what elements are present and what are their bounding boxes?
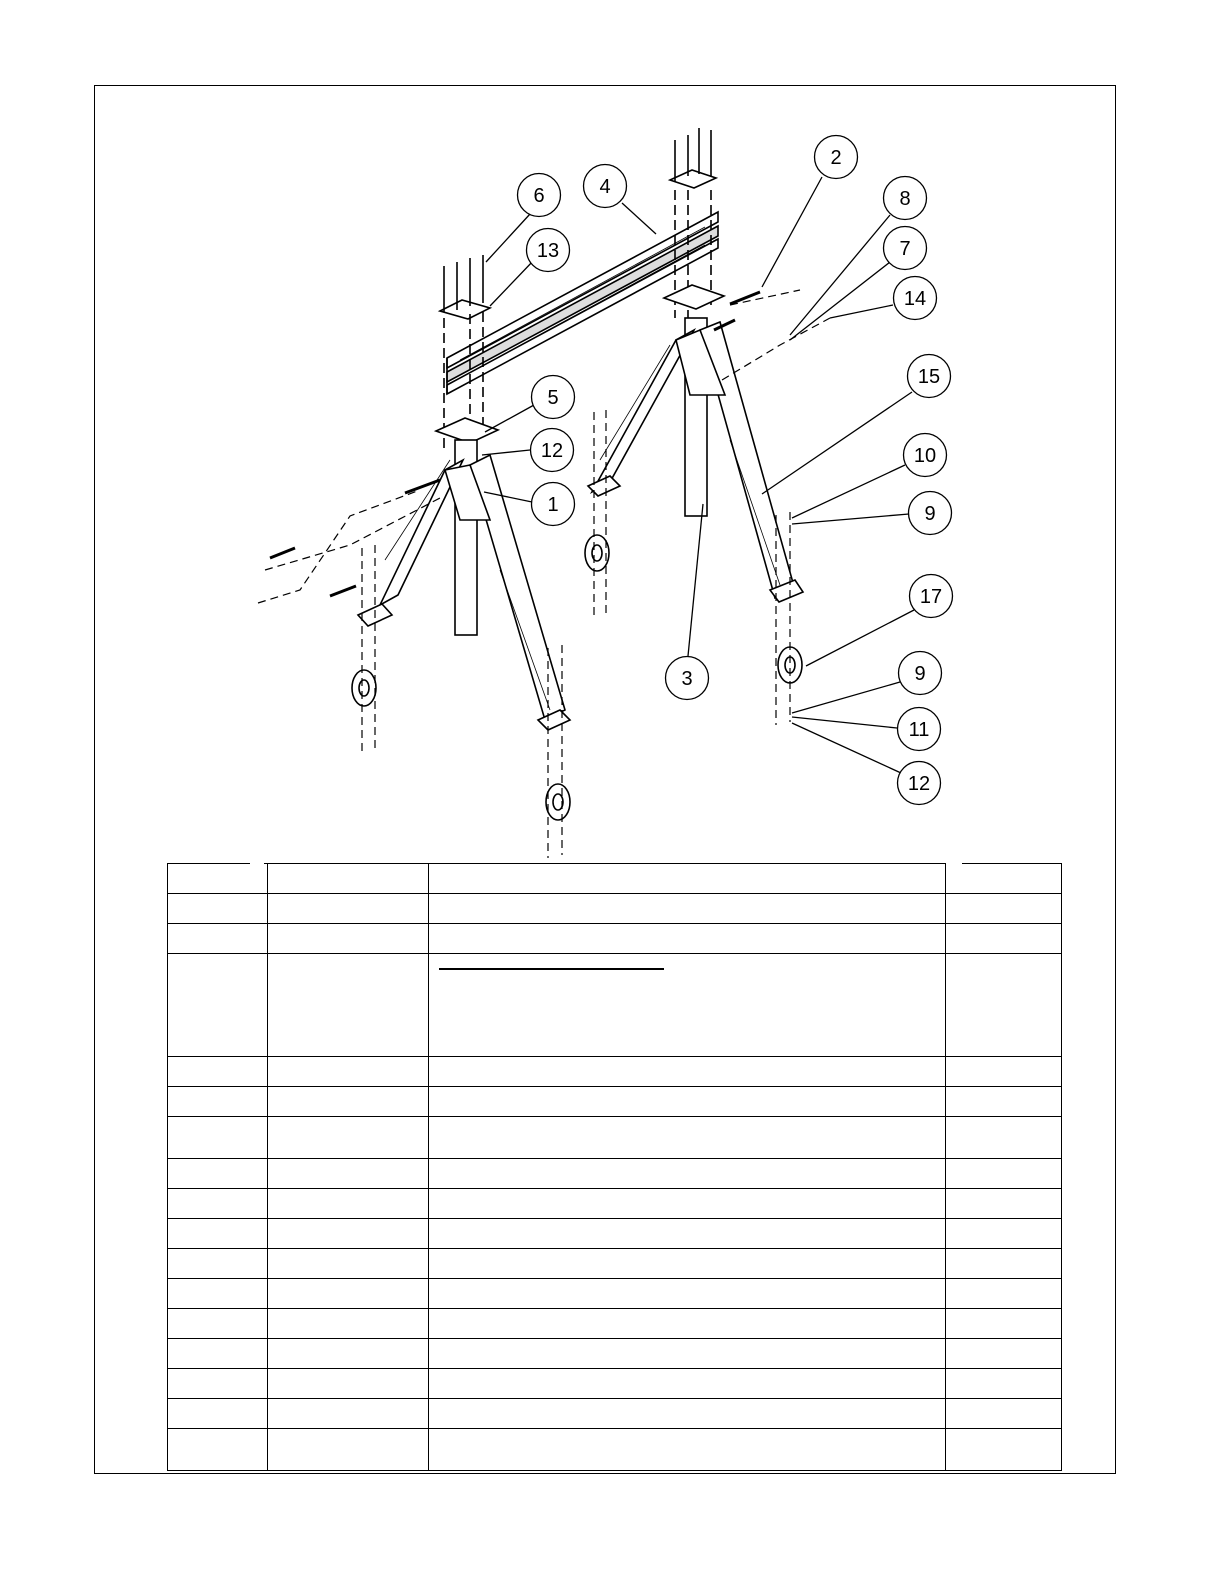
table-cell: [268, 1087, 429, 1117]
callout-14: [527, 229, 570, 272]
svg-text:7: 7: [899, 238, 911, 260]
header-cell-description: [429, 864, 946, 894]
table-cell: [268, 954, 429, 1057]
table-cell: [946, 1189, 1062, 1219]
right-a-frame: [588, 285, 803, 602]
table-cell: [429, 1249, 946, 1279]
table-cell: [946, 1057, 1062, 1087]
callout-12: [898, 762, 941, 805]
header-cell-part-no: [268, 864, 429, 894]
table-cell: [429, 954, 946, 1057]
table-cell: [268, 1309, 429, 1339]
svg-text:6: 6: [533, 185, 545, 207]
callout-10: [904, 434, 947, 477]
table-cell: [429, 924, 946, 954]
table-cell: [168, 1087, 268, 1117]
svg-text:17: 17: [919, 586, 943, 608]
table-cell: [268, 1339, 429, 1369]
table-cell: [429, 1087, 946, 1117]
table-row: [168, 1087, 1062, 1117]
caster-wheels: [352, 535, 802, 820]
table-cell: [946, 1219, 1062, 1249]
svg-text:9: 9: [924, 503, 936, 525]
callout-16: [908, 355, 951, 398]
svg-text:12: 12: [907, 773, 931, 795]
callout-2: [815, 136, 858, 179]
table-cell: [946, 1339, 1062, 1369]
table-row: [168, 1279, 1062, 1309]
table-cell: [168, 1339, 268, 1369]
table-cell: [946, 894, 1062, 924]
table-cell: [429, 1429, 946, 1471]
svg-text:3: 3: [681, 668, 693, 690]
header-cell-item: [168, 864, 268, 894]
header-border-gap: [946, 860, 962, 866]
svg-text:2: 2: [830, 147, 842, 169]
table-cell: [268, 1249, 429, 1279]
table-row: [168, 1219, 1062, 1249]
table-row: [168, 1189, 1062, 1219]
table-cell: [429, 1309, 946, 1339]
callout-17: [910, 575, 953, 618]
table-cell: [946, 1309, 1062, 1339]
table-cell: [168, 1369, 268, 1399]
table-cell: [946, 1249, 1062, 1279]
table-cell: [429, 1339, 946, 1369]
callout-11: [898, 708, 941, 751]
table-cell: [946, 1369, 1062, 1399]
table-row: [168, 1159, 1062, 1189]
table-cell: [946, 1429, 1062, 1471]
table-cell: [946, 1087, 1062, 1117]
table-cell: [429, 1219, 946, 1249]
table-cell: [946, 924, 1062, 954]
table-cell: [268, 1369, 429, 1399]
svg-text:8: 8: [899, 188, 911, 210]
table-header-row: [168, 864, 1062, 894]
table-cell: [429, 1369, 946, 1399]
svg-text:13: 13: [536, 240, 560, 262]
table-cell: [429, 1189, 946, 1219]
table-cell: [168, 1399, 268, 1429]
table-cell: [268, 894, 429, 924]
callout-1: [532, 483, 575, 526]
table-row: [168, 1429, 1062, 1471]
svg-text:9: 9: [914, 663, 926, 685]
header-border-gap: [250, 860, 264, 866]
table-cell: [168, 1057, 268, 1087]
table-cell: [168, 954, 268, 1057]
table-row: [168, 1339, 1062, 1369]
table-cell: [946, 1399, 1062, 1429]
table-cell: [168, 1117, 268, 1159]
table-cell: [168, 1219, 268, 1249]
table-cell: [268, 1117, 429, 1159]
callout-5: [532, 376, 575, 419]
callout-15: [894, 277, 937, 320]
svg-text:1: 1: [547, 494, 559, 516]
table-cell: [168, 1189, 268, 1219]
callout-9-lower: [899, 652, 942, 695]
table-cell: [946, 1117, 1062, 1159]
table-cell: [168, 924, 268, 954]
heading-underline: [439, 968, 664, 970]
table-cell: [168, 1249, 268, 1279]
callout-6: [518, 174, 561, 217]
table-row: [168, 1399, 1062, 1429]
table-cell: [429, 1057, 946, 1087]
table-cell: [946, 1279, 1062, 1309]
table-cell: [168, 1279, 268, 1309]
svg-text:10: 10: [913, 445, 937, 467]
table-cell: [946, 954, 1062, 1057]
table-cell: [168, 1159, 268, 1189]
table-cell: [268, 1399, 429, 1429]
table-cell: [168, 1309, 268, 1339]
table-row: [168, 954, 1062, 1057]
callout-7: [884, 227, 927, 270]
svg-text:14: 14: [903, 288, 927, 310]
table-cell: [429, 1399, 946, 1429]
table-cell: [168, 1429, 268, 1471]
table-row: [168, 894, 1062, 924]
svg-text:12: 12: [540, 440, 564, 462]
callout-13: [531, 429, 574, 472]
callout-3: [666, 657, 709, 700]
table-row: [168, 1369, 1062, 1399]
table-row: [168, 1309, 1062, 1339]
table-row: [168, 1249, 1062, 1279]
table-cell: [268, 1159, 429, 1189]
svg-text:5: 5: [547, 387, 559, 409]
table-cell: [168, 894, 268, 924]
table-cell: [946, 1159, 1062, 1189]
table-cell: [268, 1219, 429, 1249]
table-cell: [268, 1429, 429, 1471]
callout-8: [884, 177, 927, 220]
table-cell: [268, 924, 429, 954]
svg-text:15: 15: [917, 366, 941, 388]
table-cell: [268, 1189, 429, 1219]
table-cell: [429, 894, 946, 924]
callout-9-upper: [909, 492, 952, 535]
svg-text:4: 4: [599, 176, 611, 198]
table-cell: [429, 1117, 946, 1159]
table-cell: [429, 1279, 946, 1309]
callout-4: [584, 165, 627, 208]
table-row: [168, 924, 1062, 954]
callouts: [518, 136, 953, 805]
table-row: [168, 1117, 1062, 1159]
table-cell: [268, 1279, 429, 1309]
header-cell-qty: [946, 864, 1062, 894]
table-row: [168, 1057, 1062, 1087]
svg-text:11: 11: [908, 719, 930, 741]
assembly-lines: [258, 290, 830, 858]
table-cell: [429, 1159, 946, 1189]
table-cell: [268, 1057, 429, 1087]
parts-list-table: [167, 863, 1062, 1471]
